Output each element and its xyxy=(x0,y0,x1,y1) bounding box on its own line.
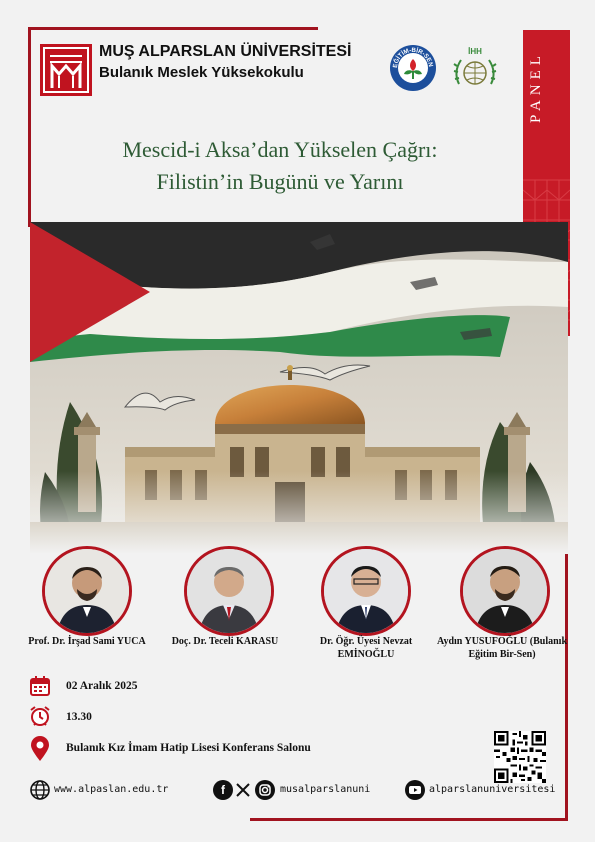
speaker-name-2: Doç. Dr. Teceli KARASU xyxy=(171,636,279,647)
university-logo xyxy=(40,44,92,96)
school-name: Bulanık Meslek Yüksekokulu xyxy=(99,64,304,81)
event-title-line2: Filistin’in Bugünü ve Yarını xyxy=(156,169,404,194)
frame-right-line xyxy=(565,530,568,820)
event-time: 13.30 xyxy=(66,711,92,723)
youtube-icon[interactable] xyxy=(405,780,425,800)
event-date: 02 Aralık 2025 xyxy=(66,680,138,692)
globe-icon xyxy=(30,780,50,800)
speaker-name-3: Dr. Öğr. Üyesi Nevzat EMİNOĞLU xyxy=(319,636,413,660)
facebook-icon[interactable]: f xyxy=(213,780,233,800)
frame-bottom-line xyxy=(250,818,568,821)
frame-left-line xyxy=(28,27,31,227)
x-icon[interactable] xyxy=(235,782,251,798)
qr-code[interactable] xyxy=(494,731,546,783)
al-aqsa-flag-illustration xyxy=(30,222,568,554)
event-title-line1: Mescid-i Aksa’dan Yükselen Çağrı: xyxy=(122,137,438,162)
university-name: MUŞ ALPARSLAN ÜNİVERSİTESİ xyxy=(99,43,352,60)
speaker-photo-2 xyxy=(184,546,274,636)
frame-top-line xyxy=(28,27,318,30)
panel-label: PANEL xyxy=(528,51,544,123)
instagram-icon[interactable] xyxy=(255,780,275,800)
speaker-photo-3 xyxy=(321,546,411,636)
website-link[interactable]: www.alpaslan.edu.tr xyxy=(54,784,169,795)
speaker-photo-1 xyxy=(42,546,132,636)
ihh-logo xyxy=(449,44,501,92)
social-handle[interactable]: musalparslanuni xyxy=(280,784,371,795)
location-pin-icon xyxy=(29,735,51,763)
calendar-icon xyxy=(29,675,51,697)
event-location: Bulanık Kız İmam Hatip Lisesi Konferans Salonu xyxy=(66,742,311,754)
youtube-channel[interactable]: alparslanuniversitesi xyxy=(429,784,556,795)
speaker-name-4: Aydın YUSUFOĞLU (Bulanık Eğitim Bir-Sen) xyxy=(436,636,568,660)
alarm-clock-icon xyxy=(29,705,51,727)
egitim-bir-sen-ring-text: EĞİTİM-BİR-SEN xyxy=(391,46,435,69)
speaker-photo-4 xyxy=(460,546,550,636)
ihh-logo-text: İHH xyxy=(468,47,482,56)
egitim-bir-sen-logo xyxy=(389,44,437,92)
speaker-name-1: Prof. Dr. İrşad Sami YUCA xyxy=(28,636,146,647)
